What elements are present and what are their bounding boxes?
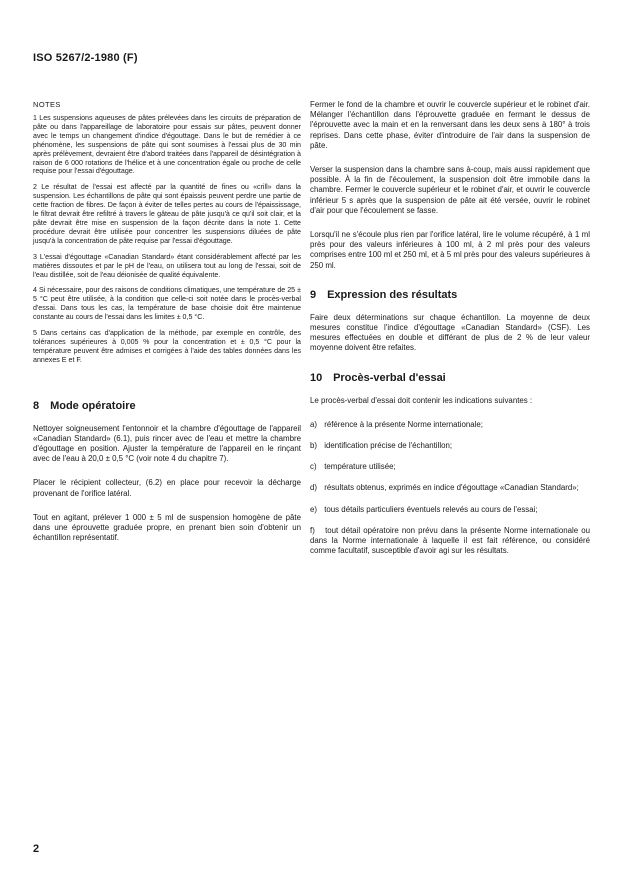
section-10-number: 10 (310, 371, 323, 384)
note-2: 2 Le résultat de l'essai est affecté par la quantité de fines ou «crill» dans la suspension. Les échantillons de pâte qui sont épaissis peuvent perdre une partie de cette fraction de fibres. De façon à éviter de telles pertes au cours de l'épaississage, le filtrat devrait être refiltré à travers le gâteau de pâte jusqu'à ce qu'il soit clair, et la pâte devrait être mise en suspension de la façon décrite dans la note 1. Cette procédure devrait être utilisée pour concentrer les suspensions diluées de pâte jusqu'à la concentration de pâte requise par l'essai d'égouttage. (33, 183, 301, 245)
section-8-number: 8 (33, 399, 40, 412)
note-3: 3 L'essai d'égouttage «Canadian Standard» étant considérablement affecté par les matières dissoutes et par le pH de l'eau, on utilisera tout au long de l'essai, soit de l'eau distillée, soit de l'eau déionisée de qualité équivalente. (33, 252, 301, 279)
list-item-label: a) (310, 419, 318, 429)
section-10-title: Procès-verbal d'essai (333, 371, 446, 384)
list-item (310, 462, 590, 472)
section-10-heading (310, 372, 590, 384)
note-4: 4 Si nécessaire, pour des raisons de conditions climatiques, une température de 25 ± 5 °C peut être utilisée, à la condition que celle-ci soit notée dans le procès-verbal d'essai. Dans tous les cas, la température de base choisie doit être maintenue constante au cours de l'essai dans les limites ± 0,5 °C. (33, 286, 301, 322)
section-8-paragraph-1: Nettoyer soigneusement l'entonnoir et la chambre d'égouttage de l'appareil «Canadian Standard» (6.1), puis rincer avec de l'eau et mettre la chambre d'égouttage en position. Ajuster la température de l'appareil en le rinçant avec de l'eau à 20,0 ± 0,5 °C (voir note 4 du chapitre 7). (33, 423, 301, 464)
procedure-paragraph-1: Fermer le fond de la chambre et ouvrir le couvercle supérieur et le robinet d'air. Mélanger l'échantillon dans l'éprouvette graduée en fermant le dessus de l'éprouvette avec la main et en la renversant dans les deux sens à 180° à trois reprises. Dans cette phase, éviter d'introduire de l'air dans la suspension de pâte. (310, 100, 590, 150)
list-item (310, 483, 590, 493)
notes-heading: NOTES (33, 100, 61, 109)
procedure-paragraph-3: Lorsqu'il ne s'écoule plus rien par l'orifice latéral, lire le volume récupéré, à 1 ml près pour des valeurs inférieures à 100 ml, à 2 ml près pour des valeurs comprises entre 100 ml et 250 ml, et à 5 ml près pour des valeurs supérieures à 250 ml. (310, 230, 590, 270)
section-8-heading (33, 400, 301, 412)
list-item (310, 441, 590, 451)
list-item (310, 505, 590, 515)
page-header: ISO 5267/2-1980 (F) (33, 52, 138, 64)
list-item (310, 526, 590, 557)
list-item-label: b) (310, 441, 318, 451)
list-item-label: f) (310, 525, 315, 535)
list-item-text: tout détail opératoire non prévu dans la présente Norme internationale ou dans la Norme internationale à laquelle il est fait référence, ou considéré comme facultatif, susceptible d'avoir agi sur les résultats. (310, 525, 590, 556)
list-item-text: référence à la présente Norme internationale; (324, 419, 483, 429)
list-item-text: identification précise de l'échantillon; (324, 441, 453, 451)
page-number: 2 (33, 843, 40, 855)
section-8-title: Mode opératoire (50, 399, 136, 412)
list-item-text: température utilisée; (324, 462, 396, 472)
section-10-intro: Le procès-verbal d'essai doit contenir les indications suivantes : (310, 395, 533, 405)
list-item-text: tous détails particuliers éventuels relevés au cours de l'essai; (324, 504, 538, 514)
list-item-label: e) (310, 504, 318, 514)
note-5: 5 Dans certains cas d'application de la méthode, par exemple en contrôle, des tolérances supérieures à 0,005 % pour la concentration et ± 0,5 °C pour la température peuvent être admises et corrigées à l'aide des tables données dans les annexes E et F. (33, 329, 301, 364)
list-item-label: c) (310, 462, 317, 472)
list-item-text: résultats obtenus, exprimés en indice d'égouttage «Canadian Standard»; (324, 483, 579, 493)
section-8-paragraph-3: Tout en agitant, prélever 1 000 ± 5 ml de suspension homogène de pâte dans une éprouvette graduée propre, en prenant bien soin d'obtenir un échantillon représentatif. (33, 512, 301, 543)
section-8-paragraph-2: Placer le récipient collecteur, (6.2) en place pour recevoir la décharge provenant de l'orifice latéral. (33, 478, 301, 498)
left-column (33, 100, 301, 553)
section-9-heading (310, 289, 590, 301)
list-item (310, 420, 590, 430)
right-column (310, 100, 590, 567)
section-9-number: 9 (310, 288, 317, 301)
list-item-label: d) (310, 483, 318, 493)
section-9-paragraph: Faire deux déterminations sur chaque échantillon. La moyenne de deux mesures constitue l'indice d'égouttage «Canadian Standard» (CSF). Les mesures effectuées en double et différant de plus de 2 % de leur valeur moyenne doivent être refaites. (310, 312, 590, 353)
procedure-paragraph-2: Verser la suspension dans la chambre sans à-coup, mais aussi rapidement que possible. À la fin de l'écoulement, la suspension doit être immobile dans la chambre. Fermer le couvercle supérieur et le robinet d'air, et ouvrir le couvercle inférieur 5 s après que la suspension de pâte ait été versée, ouvrir le robinet d'air pour que l'écoulement se fasse. (310, 165, 590, 215)
note-1: 1 Les suspensions aqueuses de pâtes prélevées dans les circuits de préparation de pâte ou dans l'appareillage de laboratoire pour essais sur pâtes, peuvent donner avec le temps un changement d'indice d'égouttage. Dans le but de remédier à ce phénomène, les suspensions de pâte qui sont soumises à l'essai plus de 30 min après prélèvement, devraient être d'abord traitées dans l'appareil de désintégration à raison de 6 000 rotations de l'hélice et à une concentration égale ou proche de celle requise pour l'essai d'égouttage. (33, 114, 301, 176)
section-9-title: Expression des résultats (327, 288, 458, 301)
